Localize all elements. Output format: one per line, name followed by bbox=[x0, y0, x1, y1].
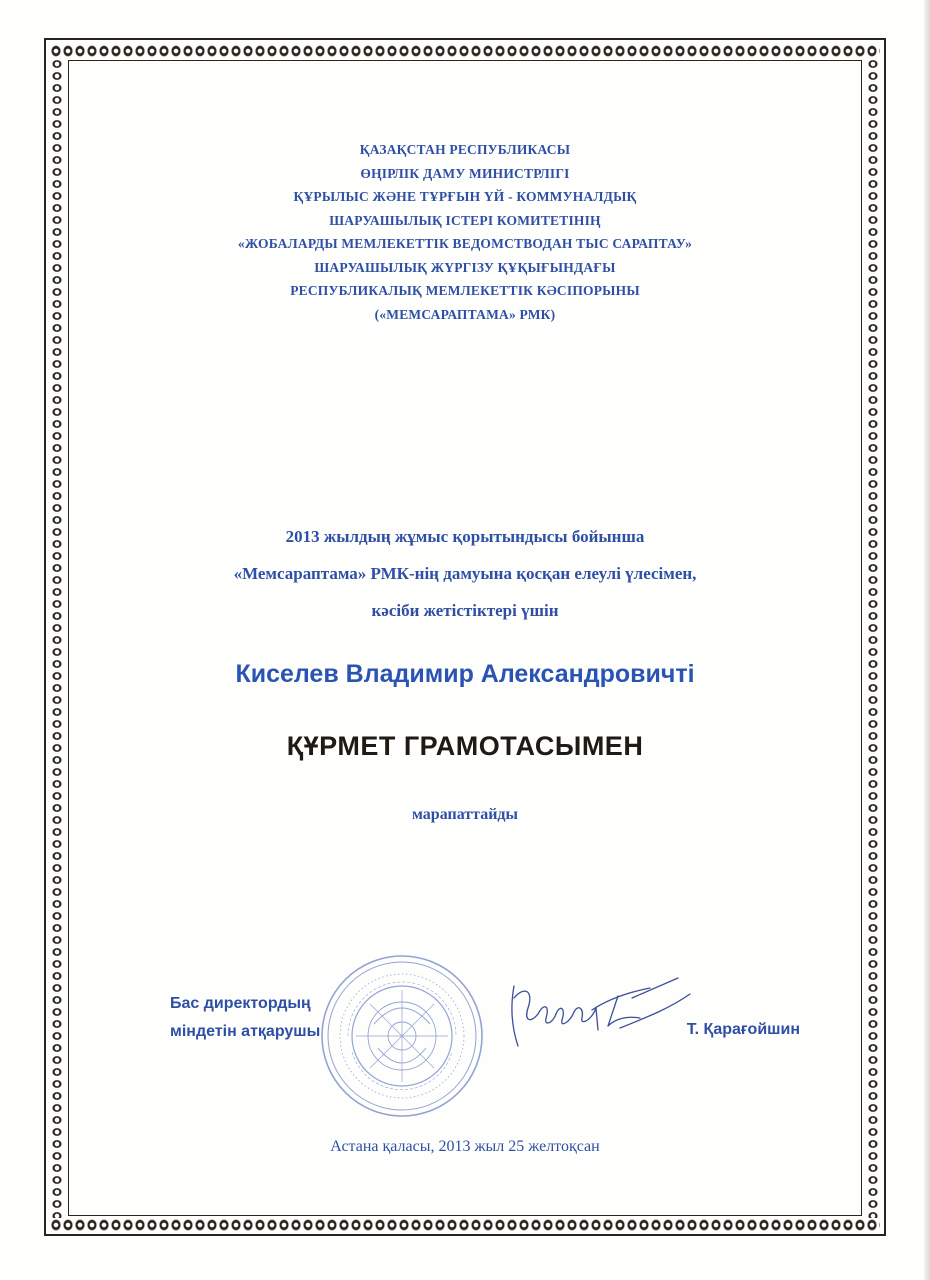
scan-edge bbox=[924, 0, 930, 1280]
org-line: ӨҢІРЛІК ДАМУ МИНИСТРЛІГІ bbox=[360, 165, 570, 181]
org-line: ШАРУАШЫЛЫҚ ІСТЕРІ КОМИТЕТІНІҢ bbox=[329, 212, 601, 228]
signatory-name: Т. Қарағойшин bbox=[686, 1021, 800, 1038]
signature-icon bbox=[500, 968, 700, 1058]
signatory-title bbox=[170, 990, 430, 1046]
signatory-title-line: міндетін атқарушы bbox=[170, 1023, 321, 1040]
org-line: РЕСПУБЛИКАЛЫҚ МЕМЛЕКЕТТІК КӘСІПОРЫНЫ bbox=[290, 283, 640, 298]
award-reason bbox=[90, 518, 840, 629]
signatory-title-line: Бас директордың bbox=[170, 995, 311, 1012]
org-line: «ЖОБАЛАРДЫ МЕМЛЕКЕТТІК ВЕДОМСТВОДАН ТЫС САРАПТАУ» bbox=[237, 236, 693, 251]
org-line: («МЕМСАРАПТАМА» РМК) bbox=[374, 306, 556, 322]
ornament-border-left bbox=[50, 58, 64, 1218]
award-title: ҚҰРМЕТ ГРАМОТАСЫМЕН bbox=[286, 731, 644, 761]
award-verb: марапаттайды bbox=[412, 806, 518, 823]
org-line: ҚАЗАҚСТАН РЕСПУБЛИКАСЫ bbox=[359, 142, 571, 157]
ornament-border-right bbox=[866, 58, 880, 1218]
ornament-border-bottom bbox=[50, 1218, 880, 1232]
organization-header bbox=[90, 138, 840, 326]
org-line: ҚҰРЫЛЫС ЖӘНЕ ТҰРҒЫН ҮЙ - КОММУНАЛДЫҚ bbox=[293, 189, 637, 204]
ornament-border-top bbox=[50, 44, 880, 58]
reason-line: 2013 жылдың жұмыс қорытындысы бойынша bbox=[285, 527, 645, 546]
org-line: ШАРУАШЫЛЫҚ ЖҮРГІЗУ ҚҰҚЫҒЫНДАҒЫ bbox=[314, 259, 616, 275]
place-and-date: Астана қаласы, 2013 жыл 25 желтоқсан bbox=[330, 1138, 600, 1155]
reason-line: кәсіби жетістіктері үшін bbox=[371, 601, 559, 620]
recipient-name: Киселев Владимир Александровичті bbox=[235, 660, 695, 688]
reason-line: «Мемсараптама» РМК-нің дамуына қосқан елеулі үлесімен, bbox=[233, 564, 697, 583]
